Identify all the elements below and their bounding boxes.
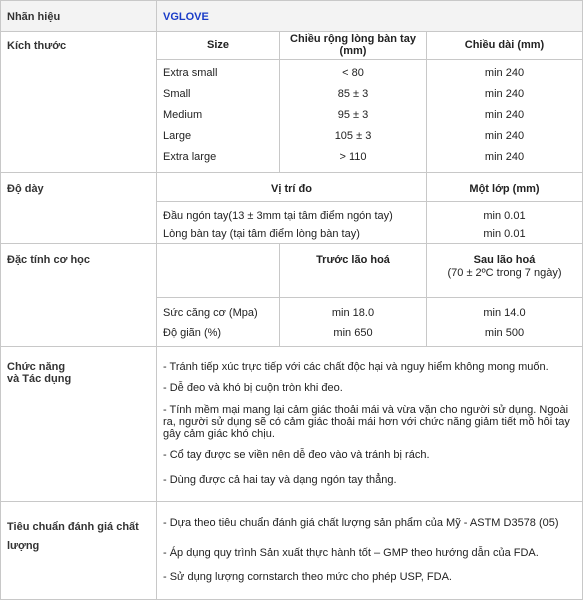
size-length: min 240 [484, 67, 525, 79]
function-label-line2: và Tác dụng [7, 373, 72, 385]
thickness-section [1, 173, 582, 244]
function-item: - Tính mềm mại mang lại cảm giác thoải mái và vừa vặn cho người sử dụng. Ngoài ra, người sử dụng sẽ có cảm giác thoải mái hơn với chức năng giảm tiết mồ hôi tay gây cảm giác khó chịu. [163, 404, 570, 440]
standard-item: - Áp dụng quy trình Sản xuất thực hành tốt – GMP theo hướng dẫn của FDA. [163, 547, 539, 559]
standard-item: - Dựa theo tiêu chuẩn đánh giá chất lượng sản phẩm của Mỹ - ASTM D3578 (05) [163, 517, 559, 529]
standard-item: - Sử dụng lượng cornstarch theo mức cho phép USP, FDA. [163, 571, 452, 583]
size-length: min 240 [484, 88, 525, 100]
size-section [1, 32, 582, 173]
length-header: Chiều dài (mm) [464, 39, 545, 51]
function-item: - Dùng được cả hai tay và dạng ngón tay thẳng. [163, 474, 397, 486]
thickness-value: min 0.01 [483, 228, 526, 240]
after-aging-note: (70 ± 2ºC trong 7 ngày) [447, 267, 562, 279]
property-name: Độ giãn (%) [163, 327, 222, 339]
thickness-position: Đầu ngón tay(13 ± 3mm tại tâm điểm ngón tay) [163, 210, 393, 222]
size-width: > 110 [339, 151, 367, 163]
size-header: Size [206, 39, 229, 51]
size-name: Medium [163, 109, 203, 121]
function-item: - Tránh tiếp xúc trực tiếp với các chất độc hại và nguy hiểm không mong muốn. [163, 361, 549, 373]
size-length: min 240 [484, 109, 525, 121]
thickness-position: Lòng bàn tay (tại tâm điểm lòng bàn tay) [163, 228, 360, 240]
before-aging-header: Trước lão hoá [316, 254, 390, 266]
function-section [1, 347, 582, 502]
property-name: Sức căng cơ (Mpa) [163, 307, 258, 319]
after-value: min 500 [484, 327, 525, 339]
before-value: min 650 [333, 327, 373, 339]
size-length: min 240 [484, 151, 525, 163]
size-width: < 80 [342, 67, 364, 79]
size-label: Kích thước [7, 40, 67, 52]
before-value: min 18.0 [331, 307, 375, 319]
size-width: 105 ± 3 [334, 130, 372, 142]
size-name: Small [163, 88, 191, 100]
function-label-line1: Chức năng [7, 361, 66, 373]
single-layer-header: Một lớp (mm) [469, 183, 540, 195]
function-item: - Dễ đeo và khó bị cuộn tròn khi đeo. [163, 382, 343, 394]
after-value: min 14.0 [483, 307, 526, 319]
palm-width-header: Chiều rộng lòng bàn tay (mm) [290, 33, 416, 57]
size-width: 85 ± 3 [337, 88, 369, 100]
mechanical-label: Đặc tính cơ học [7, 254, 90, 266]
function-item: - Cổ tay được se viền nên dễ đeo vào và tránh bị rách. [163, 449, 430, 461]
size-name: Large [163, 130, 192, 142]
size-name: Extra small [163, 67, 218, 79]
size-width: 95 ± 3 [337, 109, 369, 121]
thickness-label: Độ dày [7, 183, 44, 195]
mechanical-section [1, 244, 582, 347]
brand-value: VGLOVE [163, 11, 209, 23]
brand-label: Nhãn hiệu [7, 11, 61, 23]
brand-row [1, 1, 582, 32]
position-header: Vị trí đo [271, 183, 312, 195]
after-aging-header: Sau lão hoá [473, 254, 536, 266]
thickness-value: min 0.01 [483, 210, 526, 222]
size-name: Extra large [163, 151, 217, 163]
standard-label: Tiêu chuẩn đánh giá chất lượng [7, 521, 139, 552]
standard-section [1, 502, 582, 599]
size-length: min 240 [484, 130, 525, 142]
